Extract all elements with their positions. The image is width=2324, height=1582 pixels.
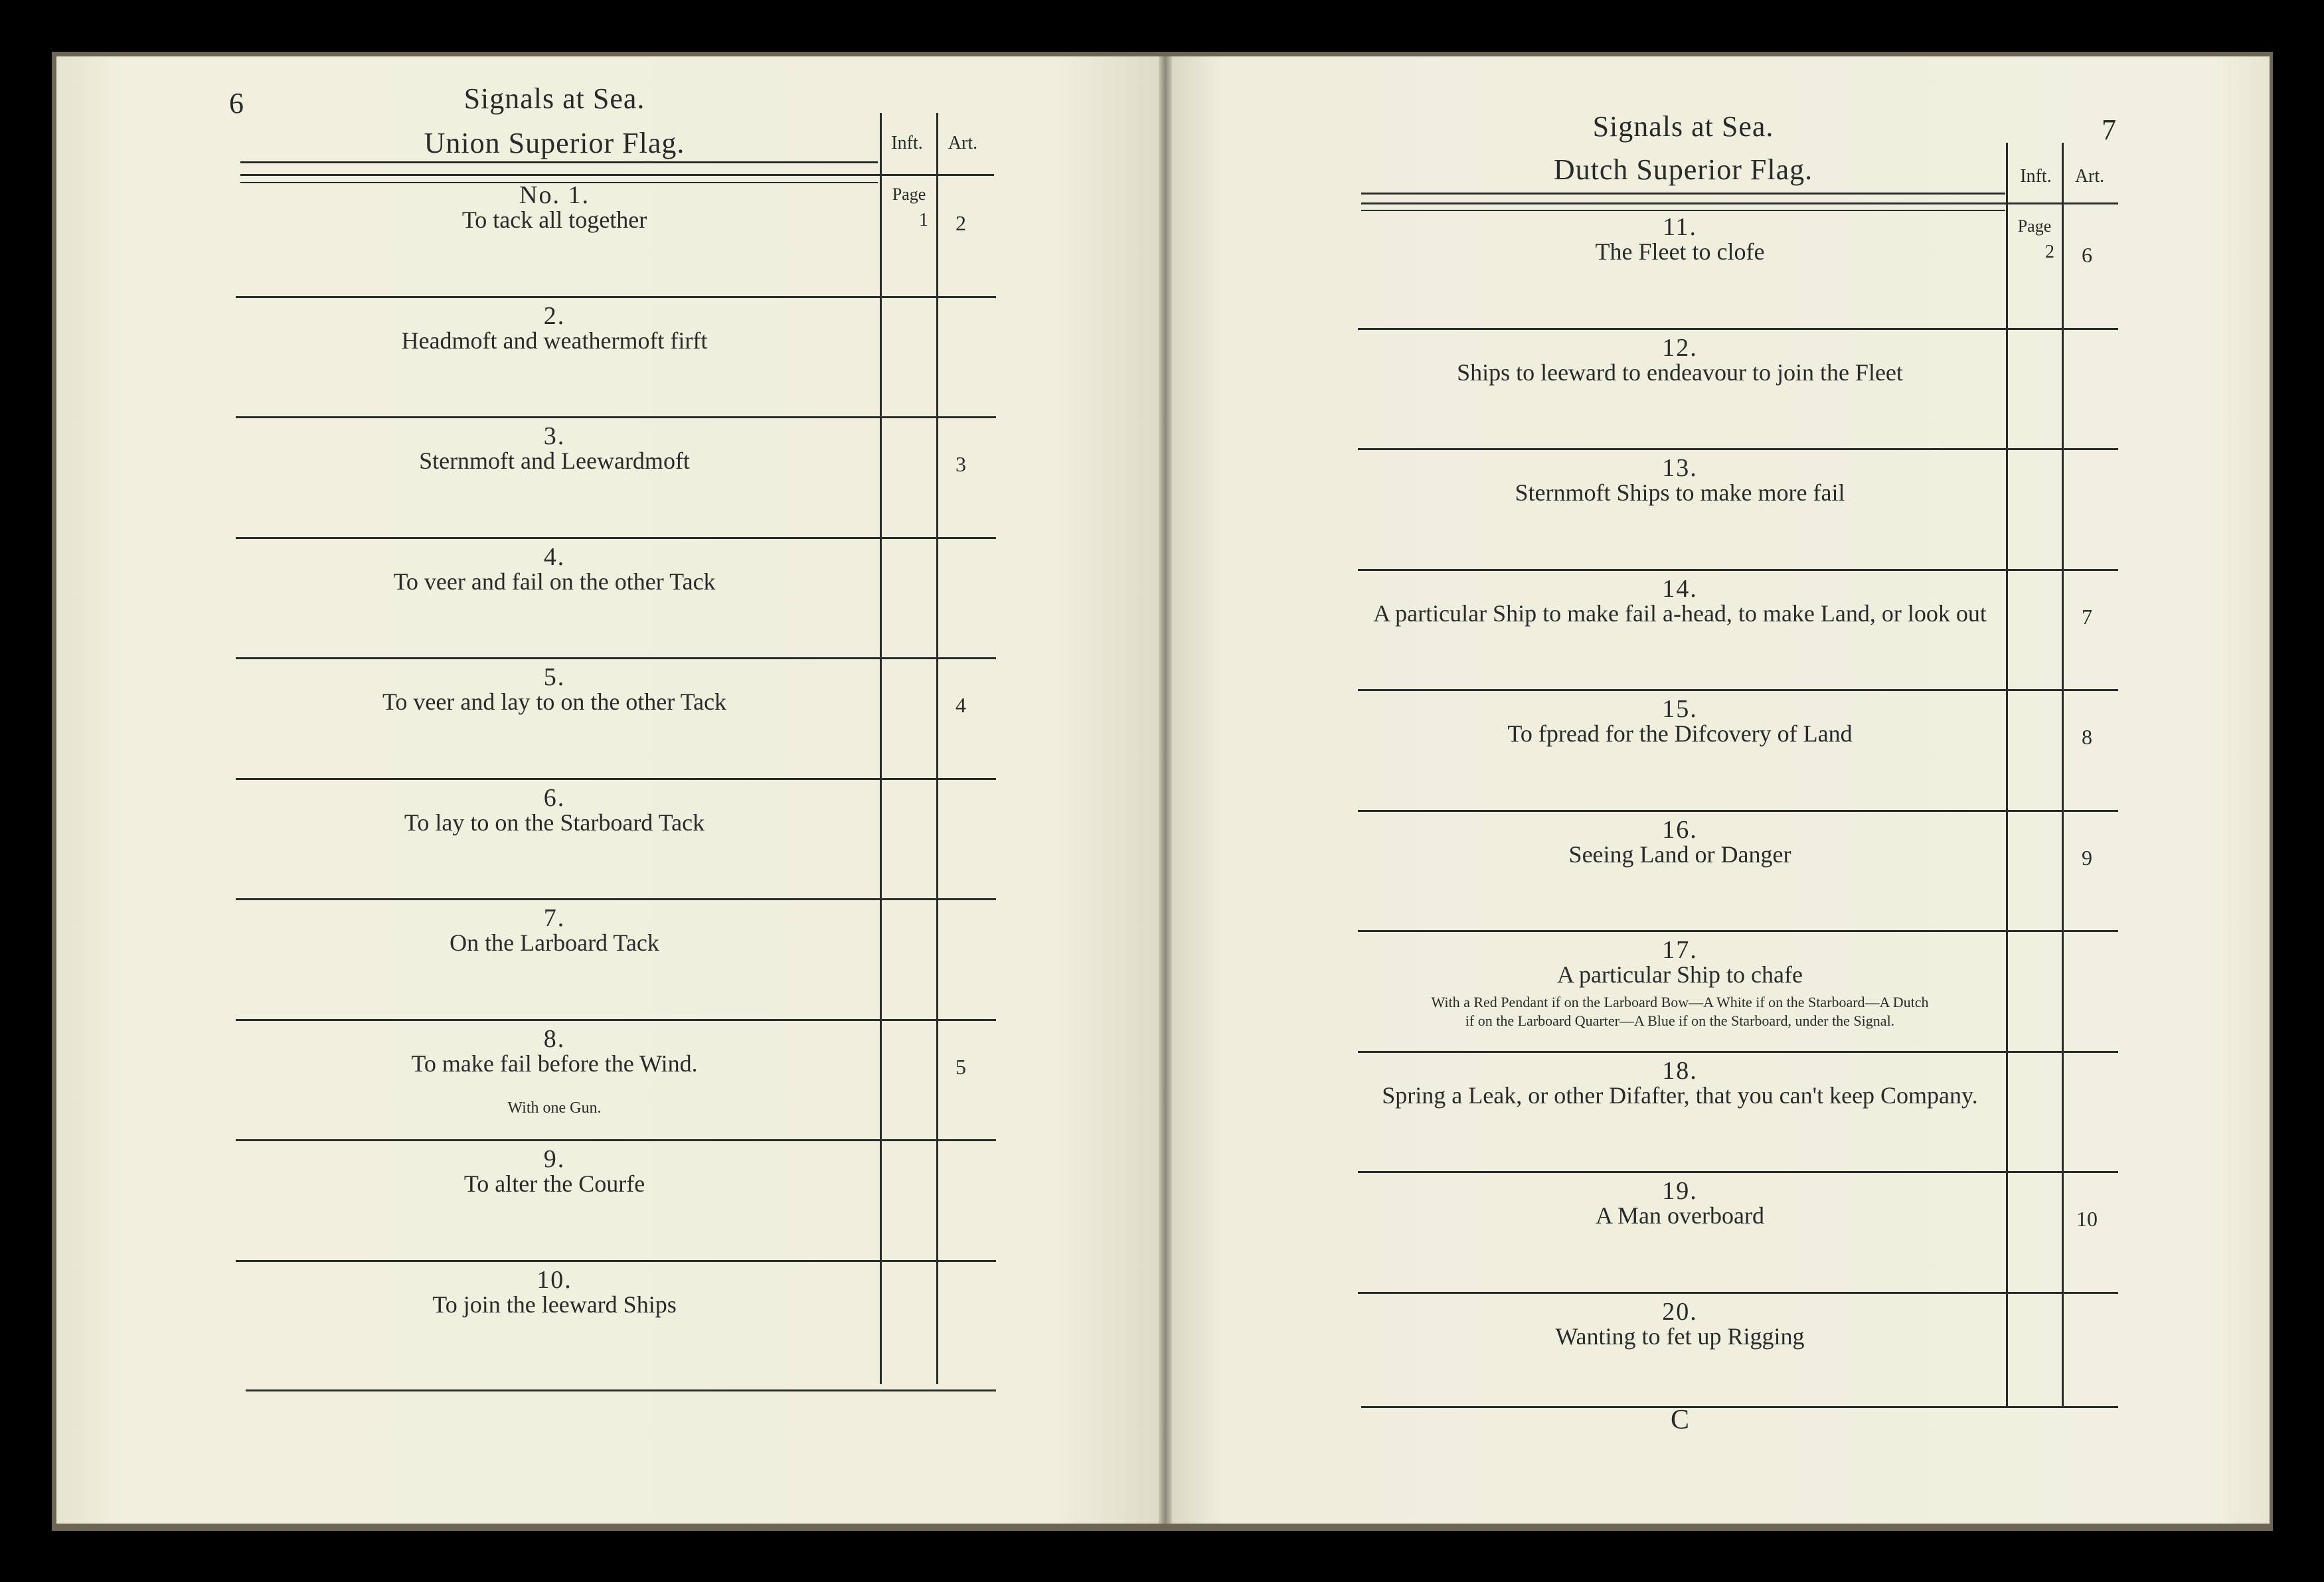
signal-description: A particular Ship to chafe bbox=[1557, 961, 1803, 988]
signal-number: 5. bbox=[543, 663, 566, 691]
row-divider bbox=[236, 657, 996, 659]
article-value: 5 bbox=[955, 1054, 966, 1079]
flag-heading-dutch: Dutch Superior Flag. bbox=[1553, 153, 1813, 186]
column-rule-right-1 bbox=[2006, 143, 2008, 1407]
page-number-right: 7 bbox=[2102, 114, 2116, 146]
signal-description: To veer and lay to on the other Tack bbox=[382, 688, 727, 715]
signal-number: 15. bbox=[1662, 695, 1698, 723]
row-divider bbox=[1358, 810, 2118, 812]
signal-number: 19. bbox=[1662, 1177, 1698, 1205]
signal-number: 2. bbox=[543, 301, 566, 330]
signal-number: 7. bbox=[543, 904, 566, 932]
signal-note-line: With a Red Pendant if on the Larboard Bow—A White if on the Starboard—A Dutch bbox=[1431, 994, 1929, 1010]
signal-number: 9. bbox=[543, 1145, 566, 1173]
signal-description: Ships to leeward to endeavour to join the Fleet bbox=[1457, 358, 1903, 386]
signal-description: To join the leeward Ships bbox=[432, 1291, 677, 1318]
signal-number: No. 1. bbox=[519, 181, 590, 209]
article-value: 7 bbox=[2082, 604, 2092, 629]
running-head-left: Signals at Sea. bbox=[463, 82, 645, 115]
signal-description: Wanting to fet up Rigging bbox=[1555, 1322, 1805, 1350]
signal-description: To lay to on the Starboard Tack bbox=[404, 809, 705, 836]
row-divider bbox=[1358, 1051, 2118, 1053]
signal-number: 12. bbox=[1662, 333, 1698, 362]
bottom-rule-left bbox=[246, 1389, 996, 1391]
signal-description: Sternmoft and Leewardmoft bbox=[419, 447, 690, 474]
signal-description: To tack all together bbox=[461, 206, 647, 233]
signal-description: To veer and fail on the other Tack bbox=[393, 568, 716, 595]
row-divider bbox=[1358, 569, 2118, 571]
row-divider bbox=[1358, 930, 2118, 932]
row-divider bbox=[236, 537, 996, 539]
col-header-art-right: Art. bbox=[2074, 166, 2105, 187]
signal-description: A Man overboard bbox=[1596, 1202, 1764, 1229]
inst-page-label-right: Page bbox=[2017, 216, 2052, 236]
column-rule-left-2 bbox=[936, 113, 938, 1384]
column-rule-left-1 bbox=[880, 113, 882, 1384]
book-gutter bbox=[1159, 56, 1172, 1524]
row-divider bbox=[1358, 1292, 2118, 1294]
running-head-right: Signals at Sea. bbox=[1592, 110, 1774, 143]
signal-description: To alter the Courfe bbox=[463, 1170, 645, 1197]
article-value: 8 bbox=[2082, 725, 2092, 749]
signal-description: On the Larboard Tack bbox=[450, 929, 659, 956]
signature-mark: C bbox=[1670, 1405, 1689, 1435]
row-divider bbox=[1358, 1171, 2118, 1173]
signal-number: 14. bbox=[1662, 574, 1698, 603]
article-value: 4 bbox=[955, 693, 966, 717]
col-header-inst-right: Inft. bbox=[2020, 166, 2052, 187]
signal-description: Seeing Land or Danger bbox=[1568, 840, 1791, 868]
article-value: 3 bbox=[955, 452, 966, 476]
article-value: 9 bbox=[2082, 845, 2092, 870]
page-number-left: 6 bbox=[229, 87, 244, 119]
row-divider bbox=[236, 778, 996, 780]
row-divider bbox=[1358, 328, 2118, 330]
inst-page-value: 1 bbox=[919, 210, 928, 230]
signal-description: Spring a Leak, or other Difafter, that you can't keep Company. bbox=[1382, 1081, 1978, 1109]
row-divider bbox=[236, 296, 996, 298]
signal-number: 11. bbox=[1662, 213, 1698, 241]
signal-description: To fpread for the Difcovery of Land bbox=[1507, 720, 1853, 747]
article-value: 6 bbox=[2082, 243, 2092, 267]
header-rule-left-1 bbox=[240, 161, 878, 163]
signal-note-line: if on the Larboard Quarter—A Blue if on the Starboard, under the Signal. bbox=[1465, 1012, 1895, 1029]
signal-description: Sternmoft Ships to make more fail bbox=[1515, 479, 1845, 506]
header-rule-right-1 bbox=[1361, 193, 2005, 195]
inst-page-value: 2 bbox=[2045, 242, 2054, 262]
signal-number: 16. bbox=[1662, 815, 1698, 844]
col-header-art-left: Art. bbox=[948, 133, 978, 153]
signal-number: 6. bbox=[543, 783, 566, 812]
row-divider bbox=[236, 898, 996, 900]
signal-description: Headmoft and weathermoft firft bbox=[401, 327, 708, 354]
signal-number: 17. bbox=[1662, 936, 1698, 964]
row-divider bbox=[1358, 689, 2118, 691]
signal-number: 4. bbox=[543, 542, 566, 571]
col-header-inst-left: Inft. bbox=[891, 133, 923, 153]
header-rule-right-2 bbox=[1361, 202, 2118, 204]
row-divider bbox=[1358, 448, 2118, 450]
row-divider bbox=[236, 416, 996, 418]
signal-number: 13. bbox=[1662, 454, 1698, 482]
signal-number: 8. bbox=[543, 1024, 566, 1053]
article-value: 10 bbox=[2076, 1207, 2098, 1231]
signal-description: The Fleet to clofe bbox=[1595, 238, 1765, 265]
signal-number: 3. bbox=[543, 422, 566, 450]
article-value: 2 bbox=[955, 211, 966, 235]
inst-page-label-left: Page bbox=[892, 185, 926, 204]
row-divider bbox=[236, 1139, 996, 1141]
bottom-rule-right bbox=[1361, 1406, 2118, 1408]
signal-number: 10. bbox=[537, 1265, 572, 1294]
row-divider bbox=[236, 1260, 996, 1262]
signal-number: 20. bbox=[1662, 1297, 1698, 1326]
signal-description: A particular Ship to make fail a-head, to make Land, or look out bbox=[1373, 599, 1987, 627]
signal-note: With one Gun. bbox=[507, 1099, 602, 1117]
header-rule-right-3 bbox=[1361, 210, 2005, 211]
signal-description: To make fail before the Wind. bbox=[411, 1050, 698, 1077]
row-divider bbox=[236, 1019, 996, 1021]
flag-heading-union: Union Superior Flag. bbox=[424, 127, 685, 159]
signal-number: 18. bbox=[1662, 1056, 1698, 1085]
